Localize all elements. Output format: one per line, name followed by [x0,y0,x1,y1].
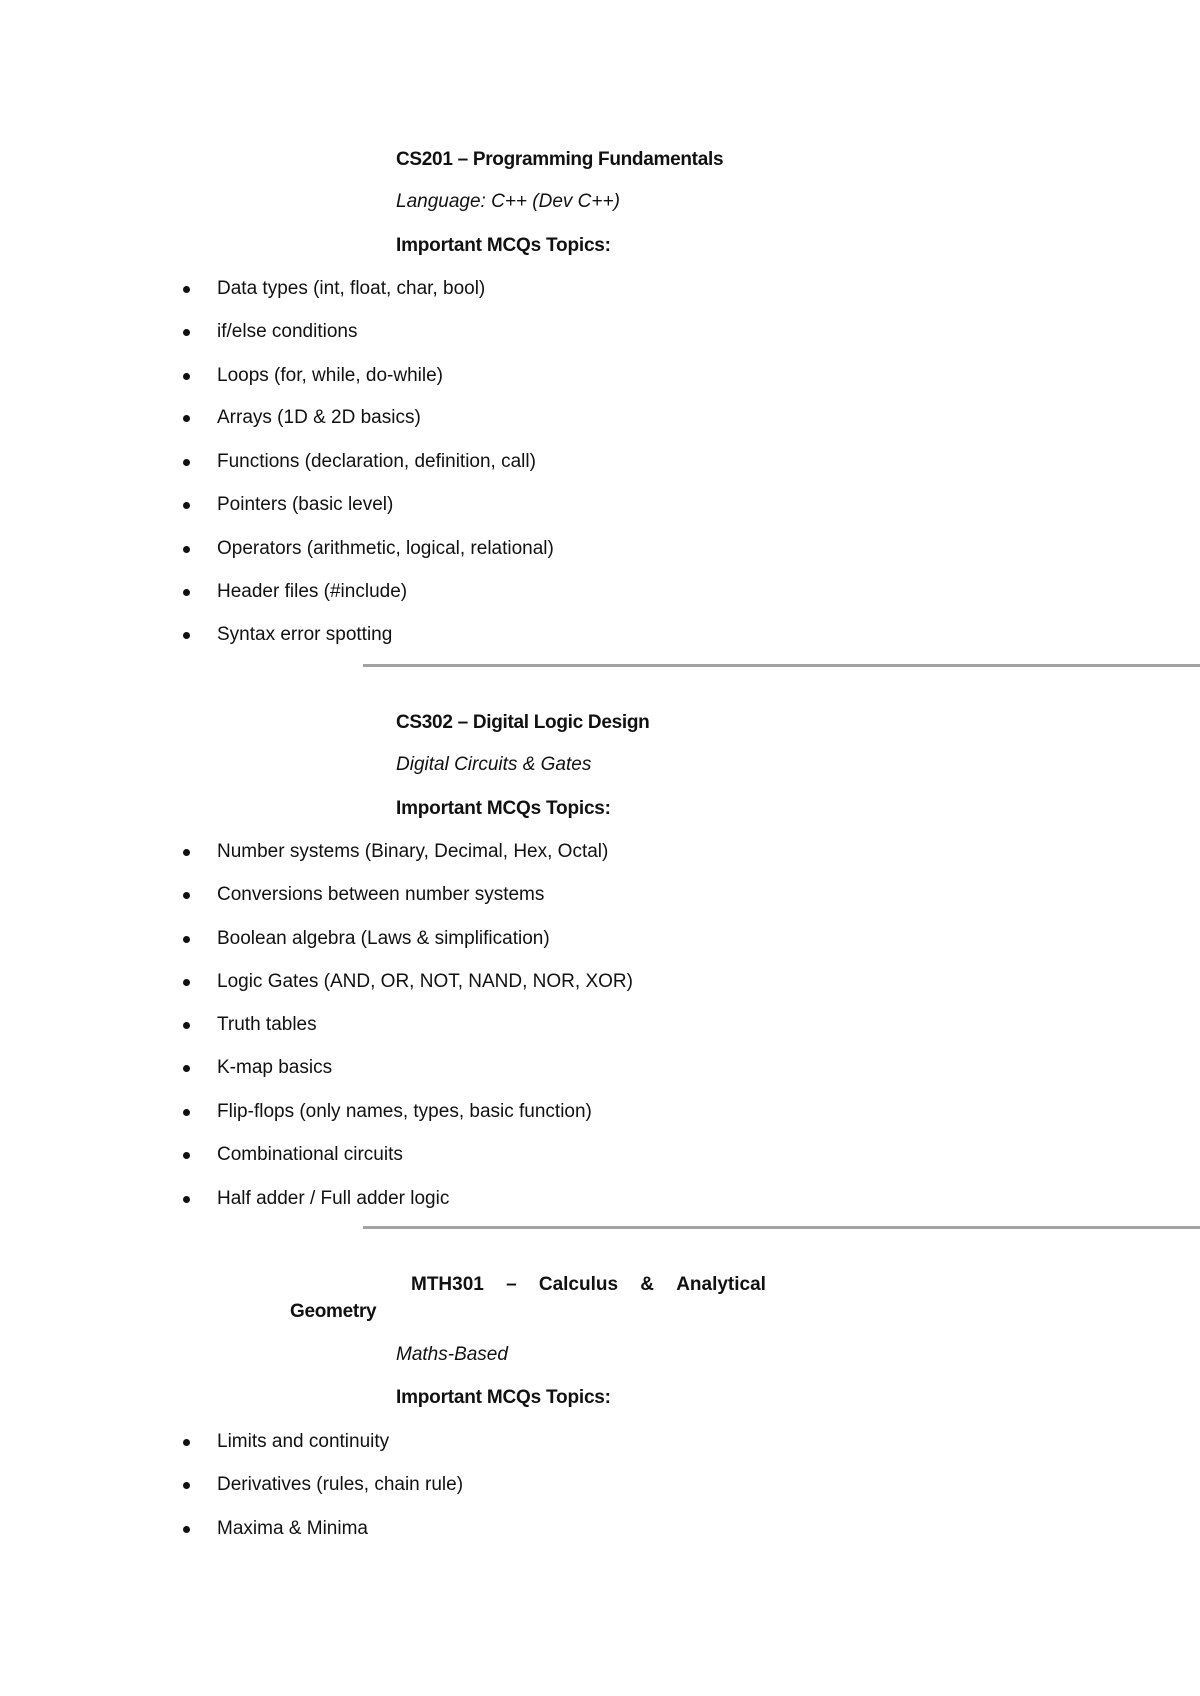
bullet-icon [183,373,190,380]
bullet-icon [183,589,190,596]
list-item: Syntax error spotting [0,623,1200,647]
bullet-icon [183,1196,190,1203]
list-item: Derivatives (rules, chain rule) [0,1473,1200,1497]
section-divider [363,1226,1200,1229]
bullet-icon [183,546,190,553]
section-title-mth301: MTH301 – Calculus & Analytical [411,1274,766,1295]
section-divider [363,664,1200,667]
bullet-icon [183,459,190,466]
section-title-cs302: CS302 – Digital Logic Design [396,712,650,733]
list-item: Pointers (basic level) [0,493,1200,517]
bullet-icon [183,1482,190,1489]
list-item: Number systems (Binary, Decimal, Hex, Octal) [0,840,1200,864]
topics-heading-cs302: Important MCQs Topics: [396,798,611,819]
list-item: Combinational circuits [0,1143,1200,1167]
list-item: Operators (arithmetic, logical, relational) [0,537,1200,561]
bullet-icon [183,849,190,856]
section-subtitle-mth301: Maths-Based [396,1344,508,1365]
list-item: K-map basics [0,1056,1200,1080]
bullet-icon [183,1526,190,1533]
bullet-icon [183,329,190,336]
list-item: Half adder / Full adder logic [0,1187,1200,1211]
list-item: if/else conditions [0,320,1200,344]
bullet-icon [183,1109,190,1116]
list-item: Limits and continuity [0,1430,1200,1454]
list-item: Logic Gates (AND, OR, NOT, NAND, NOR, XOR) [0,970,1200,994]
bullet-icon [183,936,190,943]
bullet-icon [183,1065,190,1072]
list-item: Boolean algebra (Laws & simplification) [0,927,1200,951]
bullet-icon [183,979,190,986]
bullet-icon [183,1022,190,1029]
list-item: Conversions between number systems [0,883,1200,907]
bullet-icon [183,1152,190,1159]
list-item: Functions (declaration, definition, call) [0,450,1200,474]
bullet-icon [183,1439,190,1446]
section-title-cs201: CS201 – Programming Fundamentals [396,149,724,170]
list-item: Truth tables [0,1013,1200,1037]
bullet-icon [183,415,190,422]
bullet-icon [183,632,190,639]
bullet-icon [183,286,190,293]
section-subtitle-cs302: Digital Circuits & Gates [396,754,592,775]
bullet-icon [183,892,190,899]
list-item: Flip-flops (only names, types, basic function) [0,1100,1200,1124]
topics-heading-mth301: Important MCQs Topics: [396,1387,611,1408]
list-item: Data types (int, float, char, bool) [0,277,1200,301]
list-item: Arrays (1D & 2D basics) [0,406,1200,430]
list-item: Maxima & Minima [0,1517,1200,1541]
section-title-mth301-continuation: Geometry [290,1301,377,1322]
section-subtitle-cs201: Language: C++ (Dev C++) [396,191,620,212]
bullet-icon [183,502,190,509]
list-item: Loops (for, while, do-while) [0,364,1200,388]
list-item: Header files (#include) [0,580,1200,604]
topics-heading-cs201: Important MCQs Topics: [396,235,611,256]
